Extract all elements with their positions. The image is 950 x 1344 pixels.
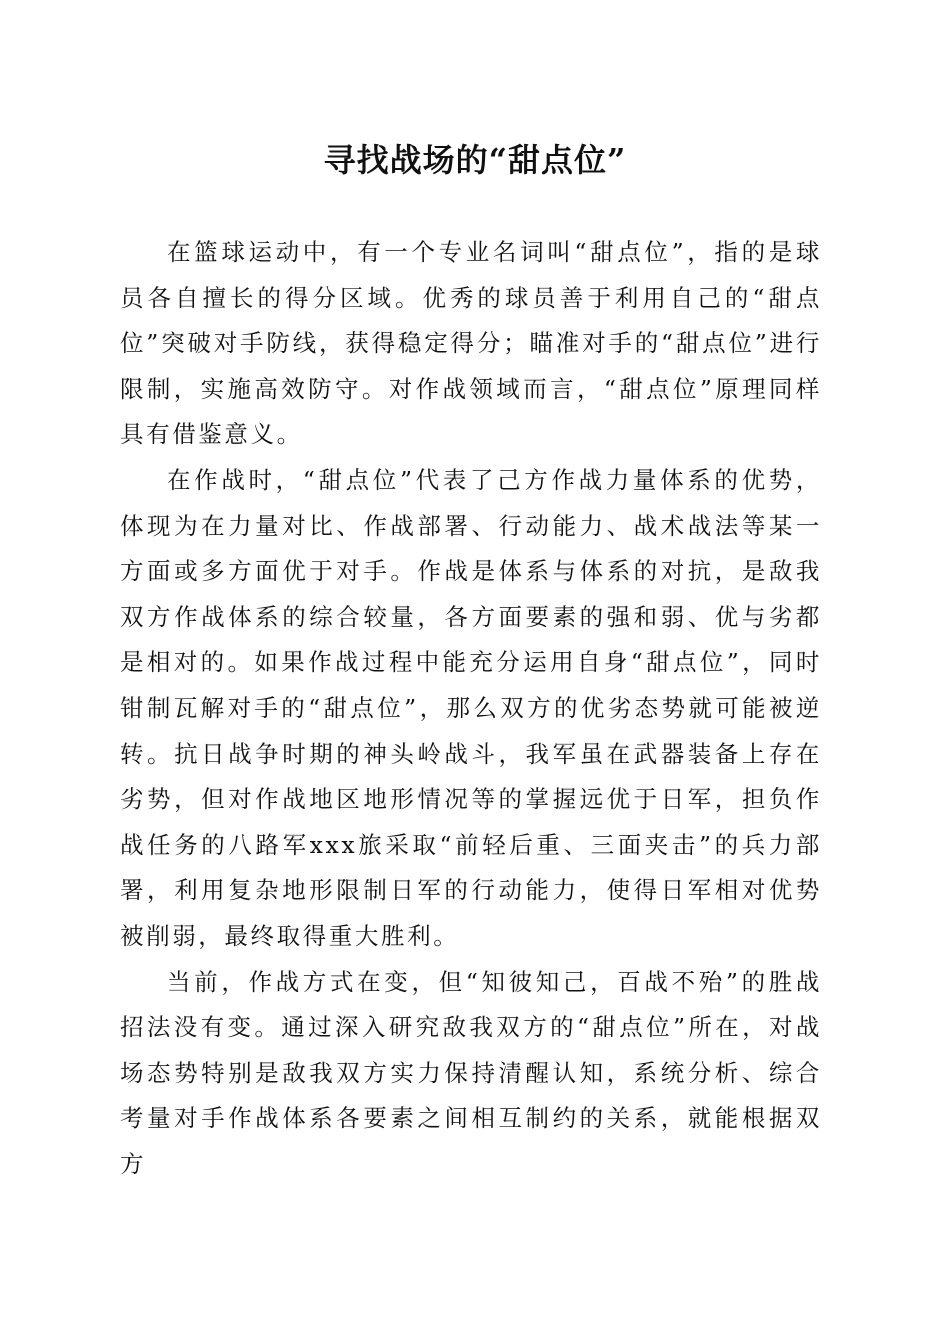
document-body	[120, 230, 822, 1187]
document-title: 寻找战场的“甜点位”	[323, 141, 627, 179]
paragraph-1: 在篮球运动中，有一个专业名词叫“甜点位”，指的是球员各自擅长的得分区域。优秀的球员善于利用自己的“甜点位”突破对手防线，获得稳定得分；瞄准对手的“甜点位”进行限制，实施高效防守。对作战领域而言，“甜点位”原理同样具有借鉴意义。	[120, 238, 822, 449]
paragraph-3: 当前，作战方式在变，但“知彼知己，百战不殆”的胜战招法没有变。通过深入研究敌我双方的“甜点位”所在，对战场态势特别是敌我双方实力保持清醒认知，系统分析、综合考量对手作战体系各要素之间相互制约的关系，就能根据双方	[120, 967, 822, 1178]
paragraph-2: 在作战时，“甜点位”代表了己方作战力量体系的优势，体现为在力量对比、作战部署、行动能力、战术战法等某一方面或多方面优于对手。作战是体系与体系的对抗，是敌我双方作战体系的综合较量，各方面要素的强和弱、优与劣都是相对的。如果作战过程中能充分运用自身“甜点位”，同时钳制瓦解对手的“甜点位”，那么双方的优劣态势就可能被逆转。抗日战争时期的神头岭战斗，我军虽在武器装备上存在劣势，但对作战地区地形情况等的掌握远优于日军，担负作战任务的八路军xxx旅采取“前轻后重、三面夹击”的兵力部署，利用复杂地形限制日军的行动能力，使得日军相对优势被削弱，最终取得重大胜利。	[120, 465, 822, 950]
